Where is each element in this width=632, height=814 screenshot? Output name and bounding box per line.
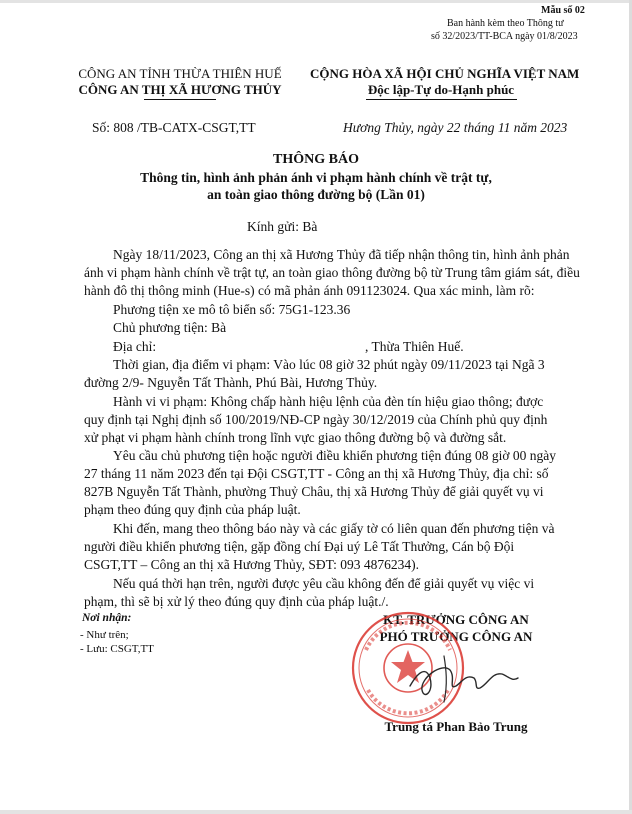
- form-issued-line1: Ban hành kèm theo Thông tư: [447, 18, 564, 29]
- signer-name: Trung tá Phan Bảo Trung: [384, 719, 528, 734]
- bring-docs-line2: người điều khiển phương tiện, gặp đồng chí Đại uý Lê Tất Thưởng, Cán bộ Đội: [84, 539, 515, 554]
- paragraph-intro-line1: Ngày 18/11/2023, Công an thị xã Hương Thủy đã tiếp nhận thông tin, hình ảnh phản: [113, 247, 570, 262]
- page-top-edge: [0, 0, 632, 3]
- vehicle-owner: Chủ phương tiện: Bà: [113, 320, 227, 335]
- owner-address-label: Địa chỉ:: [113, 339, 157, 354]
- document-subtitle-line2: an toàn giao thông đường bộ (Lần 01): [207, 187, 425, 202]
- vehicle-plate: Phương tiện xe mô tô biển số: 75G1-123.36: [113, 302, 351, 317]
- request-line3: 827B Nguyễn Tất Thành, phường Thuỷ Châu, thị xã Hương Thủy để giải quyết vụ vi: [84, 484, 544, 499]
- request-line1: Yêu cầu chủ phương tiện hoặc người điều khiển phương tiện đúng 08 giờ 00 ngày: [113, 448, 557, 463]
- agency-underline: [144, 99, 216, 100]
- bring-docs-line3: CSGT,TT – Công an thị xã Hương Thủy, SĐT: 093 4876234).: [84, 557, 420, 572]
- owner-address-tail: , Thừa Thiên Huế.: [365, 339, 464, 354]
- paragraph-intro-line2: ánh vi phạm hành chính về trật tự, an toàn giao thông đường bộ từ Trung tâm giám sát, điều: [84, 265, 580, 280]
- recipients-label: Nơi nhận:: [82, 612, 132, 624]
- form-number: Mẫu số 02: [541, 5, 585, 16]
- violation-behavior-line3: xử phạt vi phạm hành chính trong lĩnh vực giao thông đường bộ và đường sắt.: [84, 430, 507, 445]
- violation-time-line2: đường 2/9- Nguyễn Tất Thành, Phú Bài, Hương Thủy.: [84, 375, 378, 390]
- motto-underline: [366, 99, 517, 100]
- paragraph-intro-line3: hành đô thị thông minh (Hue-s) có mã phản ánh 091123024. Qua xác minh, làm rõ:: [84, 283, 535, 298]
- greeting: Kính gửi: Bà: [247, 219, 318, 234]
- request-line4: phạm theo đúng quy định của pháp luật.: [84, 502, 301, 517]
- nation-name: CỘNG HÒA XÃ HỘI CHỦ NGHĨA VIỆT NAM: [310, 66, 580, 81]
- document-subtitle-line1: Thông tin, hình ảnh phản ánh vi phạm hành chính về trật tự,: [140, 170, 492, 185]
- recipient-item-1: - Như trên;: [80, 629, 129, 641]
- document-title: THÔNG BÁO: [273, 152, 359, 167]
- signature-role-2: PHÓ TRƯỞNG CÔNG AN: [379, 629, 533, 644]
- agency-parent: CÔNG AN TỈNH THỪA THIÊN HUẾ: [78, 66, 282, 81]
- late-warning-line2: phạm, thì sẽ bị xử lý theo đúng quy định của pháp luật./.: [84, 594, 389, 609]
- form-issued-line2: số 32/2023/TT-BCA ngày 01/8/2023: [431, 31, 578, 42]
- document-number: Số: 808 /TB-CATX-CSGT,TT: [92, 120, 256, 135]
- recipient-item-2: - Lưu: CSGT,TT: [80, 643, 154, 655]
- late-warning-line1: Nếu quá thời hạn trên, người được yêu cầu không đến để giải quyết vụ việc vi: [113, 576, 535, 591]
- bring-docs-line1: Khi đến, mang theo thông báo này và các giấy tờ có liên quan đến phương tiện và: [113, 521, 555, 536]
- request-line2: 27 tháng 11 năm 2023 đến tại Đội CSGT,TT - Công an thị xã Hương Thủy, địa chỉ: số: [84, 466, 549, 481]
- agency-name: CÔNG AN THỊ XÃ HƯƠNG THỦY: [78, 82, 282, 97]
- violation-behavior-line2: quy định tại Nghị định số 100/2019/NĐ-CP ngày 30/12/2019 của Chính phủ quy định: [84, 412, 548, 427]
- page-bottom-edge: [0, 810, 632, 814]
- place-date: Hương Thủy, ngày 22 tháng 11 năm 2023: [343, 120, 568, 135]
- violation-behavior-line1: Hành vi vi phạm: Không chấp hành hiệu lệnh của đèn tín hiệu giao thông; được: [113, 394, 544, 409]
- handwritten-signature: [404, 648, 524, 708]
- violation-time-line1: Thời gian, địa điểm vi phạm: Vào lúc 08 giờ 32 phút ngày 09/11/2023 tại Ngã 3: [113, 357, 545, 372]
- signature-role-1: KT. TRƯỞNG CÔNG AN: [383, 612, 529, 627]
- nation-motto: Độc lập-Tự do-Hạnh phúc: [367, 82, 515, 97]
